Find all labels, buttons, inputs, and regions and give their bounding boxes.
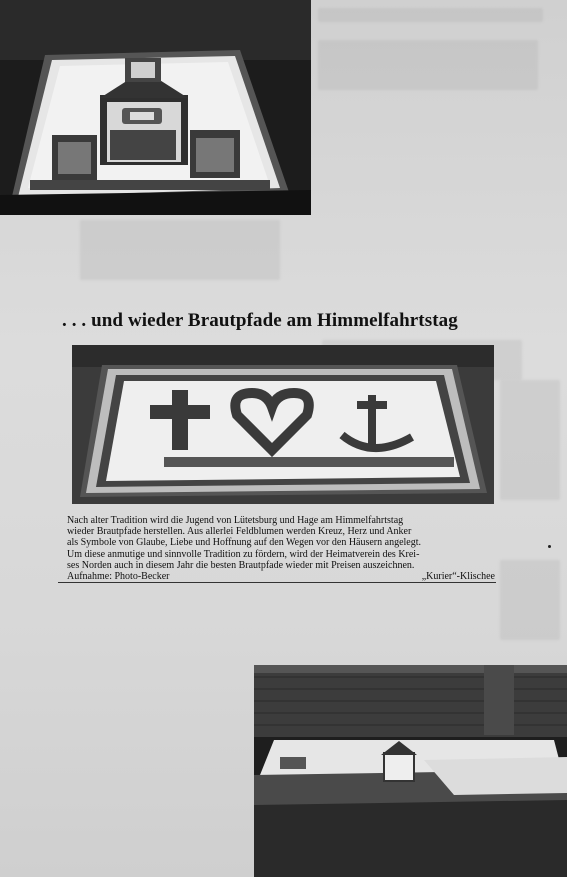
bleed-through <box>318 40 538 90</box>
caption-rule <box>58 582 496 583</box>
photo-caption <box>67 515 497 571</box>
photo-flower-carpet-wall <box>254 665 567 877</box>
caption-line: ses Norden auch in diesem Jahr die besten Brautpfade wieder mit Preisen auszeichnen. <box>67 559 415 571</box>
caption-line: wieder Brautpfade herstellen. Aus allerlei Feldblumen werden Kreuz, Herz und Anker <box>67 526 412 538</box>
bleed-through <box>500 560 560 640</box>
bleed-through <box>500 380 560 500</box>
bleed-through <box>318 8 543 22</box>
caption-credits <box>67 571 495 582</box>
caption-line: als Symbole von Glaube, Liebe und Hoffnung auf den Wegen vor den Häusern angelegt. <box>67 537 422 549</box>
photo-credit: Aufnahme: Photo-Becker <box>67 571 170 582</box>
caption-line: Um diese anmutige und sinnvolle Tradition zu fördern, wird der Heimatverein des Krei- <box>67 548 420 560</box>
caption-line: Nach alter Tradition wird die Jugend von Lütetsburg und Hage am Himmelfahrtstag <box>67 515 404 526</box>
photo-flower-carpet-house <box>0 0 311 215</box>
cliche-credit: „Kurier“-Klischee <box>421 571 495 582</box>
article-headline: . . . und wieder Brautpfade am Himmelfahrtstag <box>62 310 458 331</box>
photo-flower-carpet-symbols <box>72 345 494 504</box>
ink-speck <box>548 545 551 548</box>
bleed-through <box>80 220 280 280</box>
